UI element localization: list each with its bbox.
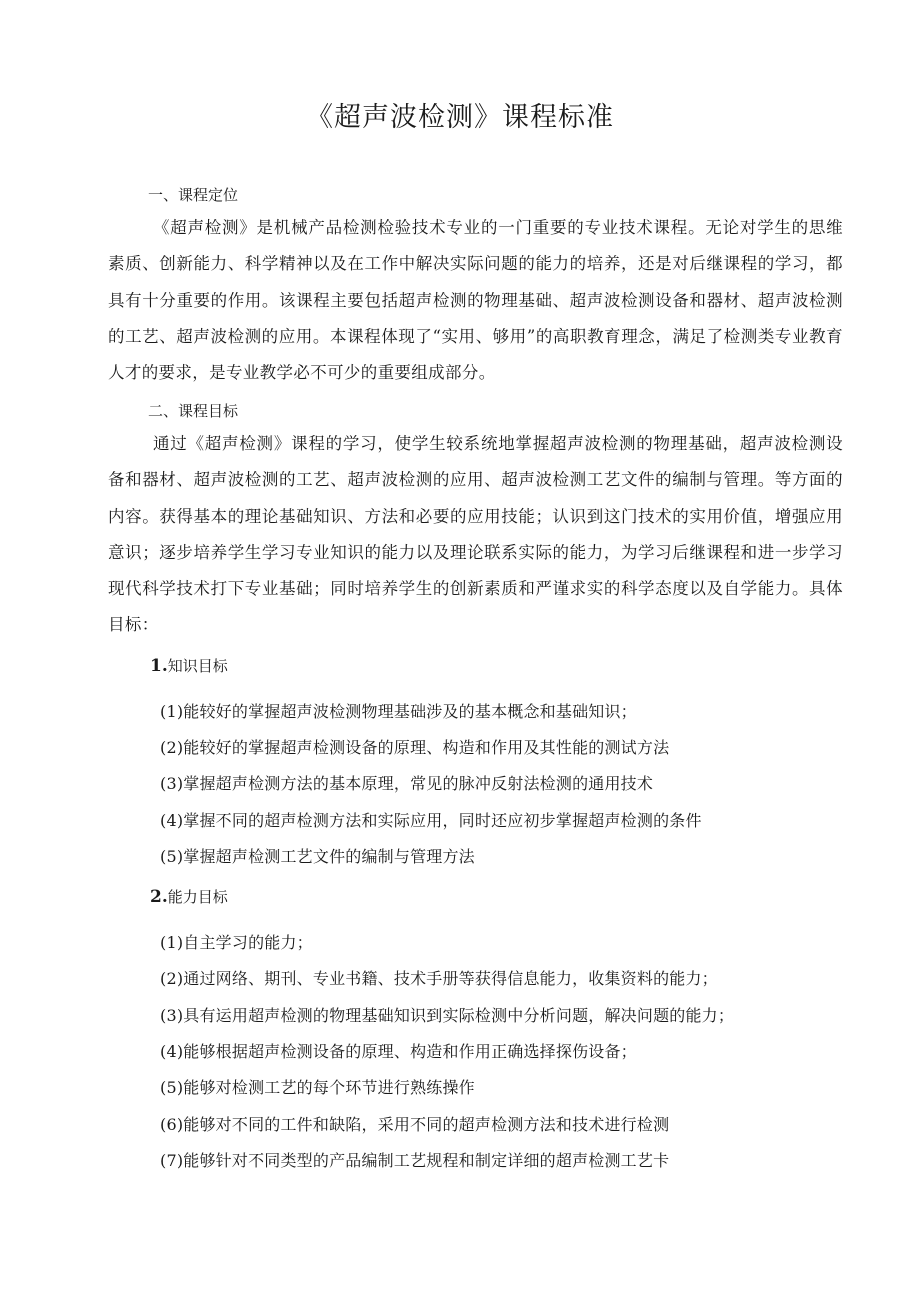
section-heading-course-objectives: 二、课程目标: [148, 402, 239, 420]
list-item: (3)具有运用超声检测的物理基础知识到实际检测中分析问题，解决问题的能力；: [160, 1006, 735, 1025]
subheading-number: 2.: [150, 887, 168, 907]
subheading-label: 知识目标: [167, 657, 228, 675]
document-title: 《超声波检测》课程标准: [306, 102, 614, 133]
list-item: (7)能够针对不同类型的产品编制工艺规程和制定详细的超声检测工艺卡: [160, 1151, 670, 1170]
list-item: (1)自主学习的能力；: [160, 933, 313, 952]
subheading-number: 1.: [150, 656, 168, 676]
list-item: (2)能较好的掌握超声检测设备的原理、构造和作用及其性能的测试方法: [160, 738, 670, 757]
section-paragraph-course-positioning: 《超声检测》是机械产品检测检验技术专业的一门重要的专业技术课程。无论对学生的思维素质、创新能力、科学精神以及在工作中解决实际问题的能力的培养，还是对后继课程的学习，都具有十分重要的作用。该课程主要包括超声检测的物理基础、超声波检测设备和器材、超声波检测的工艺、超声波检测的应用。本课程体现了“实用、够用”的高职教育理念，满足了检测类专业教育人才的要求，是专业教学必不可少的重要组成部分。: [108, 218, 843, 383]
section-paragraph-course-objectives: 通过《超声检测》课程的学习，使学生较系统地掌握超声波检测的物理基础，超声波检测设备和器材、超声波检测的工艺、超声波检测的应用、超声波检测工艺文件的编制与管理。等方面的内容。获得基本的理论基础知识、方法和必要的应用技能；认识到这门技术的实用价值，增强应用意识；逐步培养学生学习专业知识的能力以及理论联系实际的能力，为学习后继课程和进一步学习现代科学技术打下专业基础；同时培养学生的创新素质和严谨求实的科学态度以及自学能力。具体目标：: [108, 434, 843, 635]
list-item: (5)能够对检测工艺的每个环节进行熟练操作: [160, 1078, 475, 1097]
list-item: (4)掌握不同的超声检测方法和实际应用，同时还应初步掌握超声检测的条件: [160, 811, 702, 830]
list-item: (4)能够根据超声检测设备的原理、构造和作用正确选择探伤设备；: [160, 1042, 637, 1061]
subheading-label: 能力目标: [167, 888, 228, 906]
section-heading-course-positioning: 一、课程定位: [148, 186, 239, 204]
list-item: (1)能较好的掌握超声波检测物理基础涉及的基本概念和基础知识；: [160, 702, 637, 721]
subheading-knowledge-objectives: [150, 656, 228, 676]
subheading-ability-objectives: [150, 887, 228, 907]
list-item: (6)能够对不同的工件和缺陷，采用不同的超声检测方法和技术进行检测: [160, 1115, 670, 1134]
list-item: (3)掌握超声检测方法的基本原理，常见的脉冲反射法检测的通用技术: [160, 774, 654, 793]
list-item: (2)通过网络、期刊、专业书籍、技术手册等获得信息能力，收集资料的能力；: [160, 969, 718, 988]
list-item: (5)掌握超声检测工艺文件的编制与管理方法: [160, 847, 475, 866]
